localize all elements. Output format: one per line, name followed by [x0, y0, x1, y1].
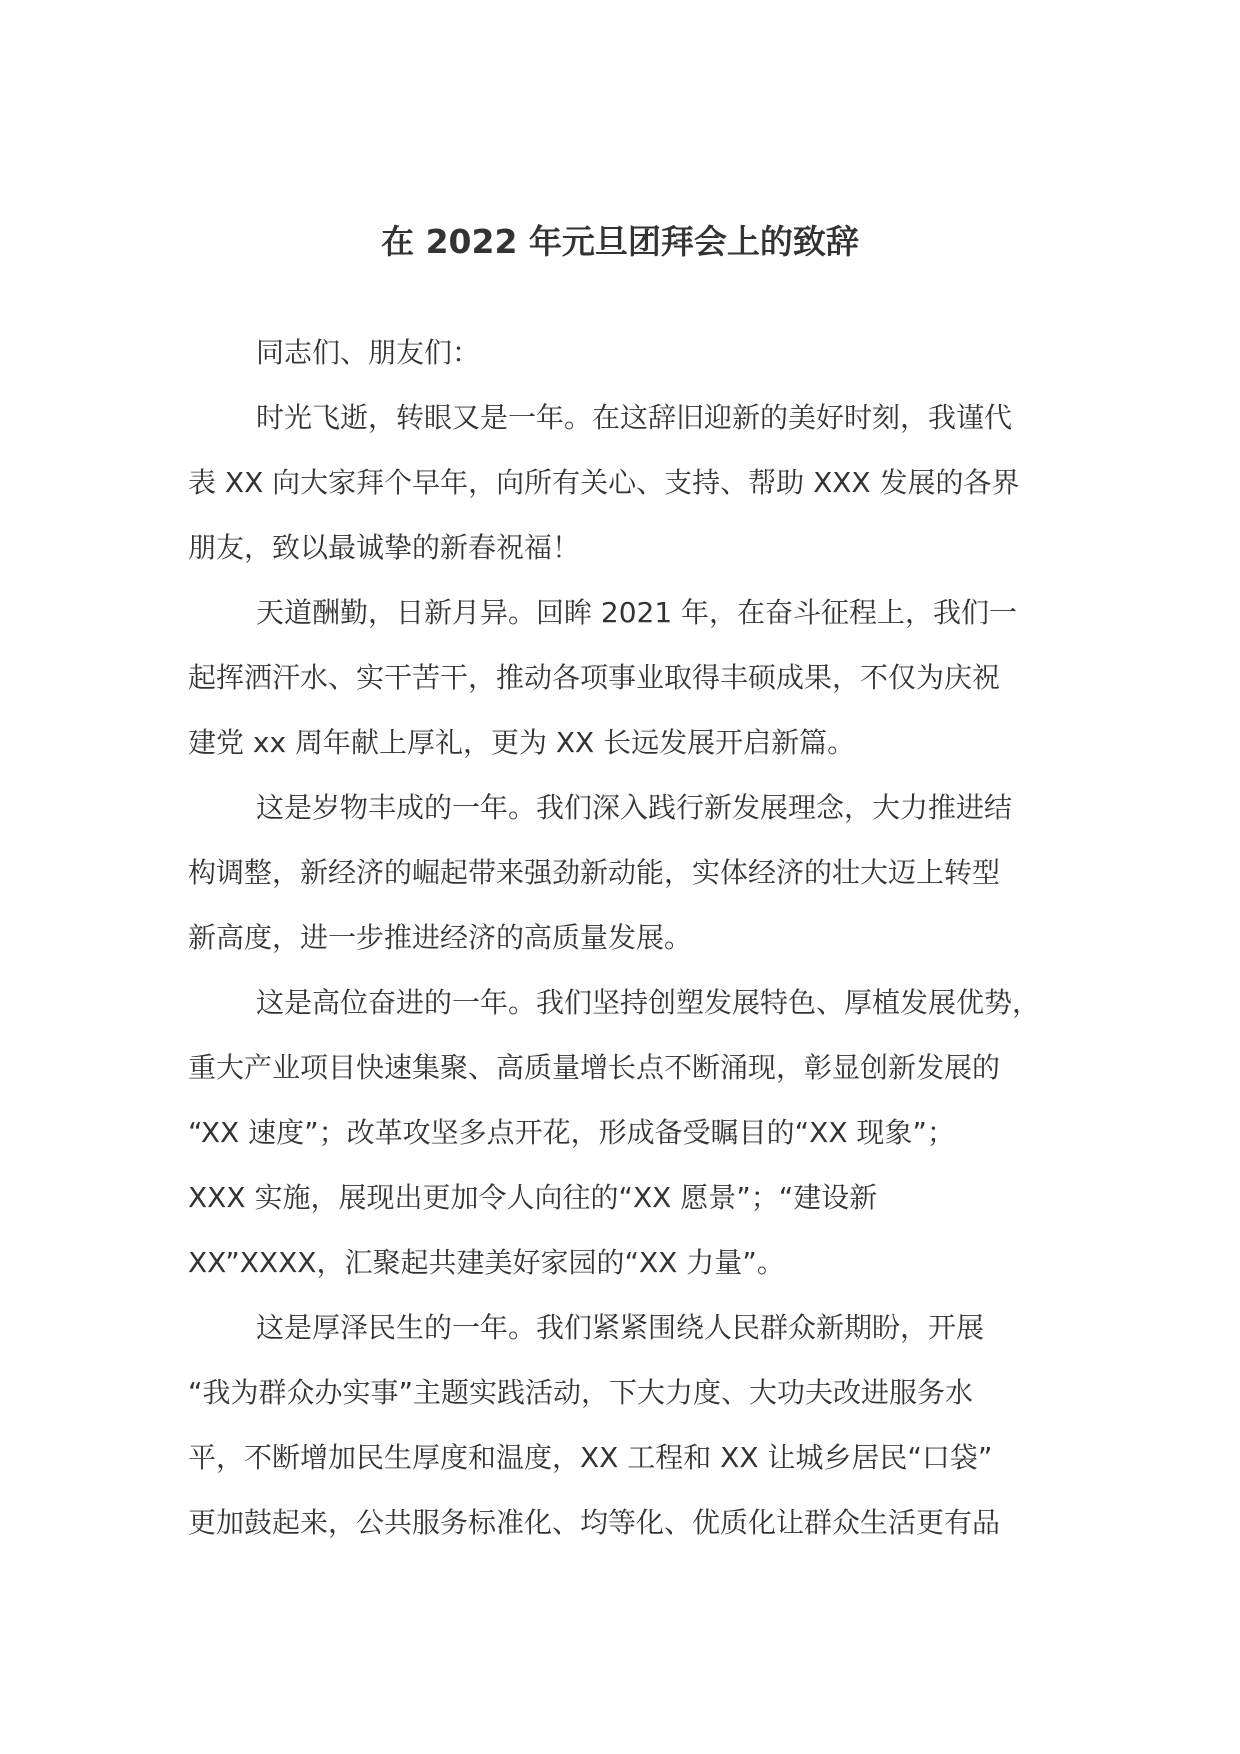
text-line: 这是厚泽民生的一年。我们紧紧围绕人民群众新期盼，开展	[256, 1311, 985, 1344]
text-line: XXX 实施，展现出更加令人向往的“XX 愿景”；“建设新	[188, 1181, 878, 1214]
text-line: 新高度，进一步推进经济的高质量发展。	[188, 921, 693, 954]
text-line: 这是高位奋进的一年。我们坚持创塑发展特色、厚植发展优势，	[256, 986, 1041, 1019]
text-line: 同志们、朋友们：	[256, 336, 481, 369]
text-line: 表 XX 向大家拜个早年，向所有关心、支持、帮助 XXX 发展的各界	[188, 466, 1020, 499]
document-title: 在 2022 年元旦团拜会上的致辞	[381, 222, 859, 261]
text-line: XX”XXXX，汇聚起共建美好家园的“XX 力量”。	[188, 1246, 785, 1279]
text-line: 起挥洒汗水、实干苦干，推动各项事业取得丰硕成果，不仅为庆祝	[188, 661, 1001, 694]
text-line: 时光飞逝，转眼又是一年。在这辞旧迎新的美好时刻，我谨代	[256, 401, 1013, 434]
text-line: 平，不断增加民生厚度和温度，XX 工程和 XX 让城乡居民“口袋”	[188, 1441, 993, 1474]
text-line: 重大产业项目快速集聚、高质量增长点不断涌现，彰显创新发展的	[188, 1051, 1001, 1084]
text-line: “XX 速度”；改革攻坚多点开花，形成备受瞩目的“XX 现象”；	[188, 1116, 955, 1149]
text-line: 构调整，新经济的崛起带来强劲新动能，实体经济的壮大迈上转型	[188, 856, 1001, 889]
text-line: 更加鼓起来，公共服务标准化、均等化、优质化让群众生活更有品	[188, 1506, 1001, 1539]
text-line: 天道酬勤，日新月异。回眸 2021 年，在奋斗征程上，我们一	[256, 596, 1018, 629]
text-line: “我为群众办实事”主题实践活动，下大力度、大功夫改进服务水	[188, 1376, 974, 1409]
text-line: 朋友，致以最诚挚的新春祝福！	[188, 531, 581, 564]
text-line: 这是岁物丰成的一年。我们深入践行新发展理念，大力推进结	[256, 791, 1013, 824]
document-body	[188, 328, 1068, 1563]
text-line: 建党 xx 周年献上厚礼，更为 XX 长远发展开启新篇。	[188, 726, 856, 759]
